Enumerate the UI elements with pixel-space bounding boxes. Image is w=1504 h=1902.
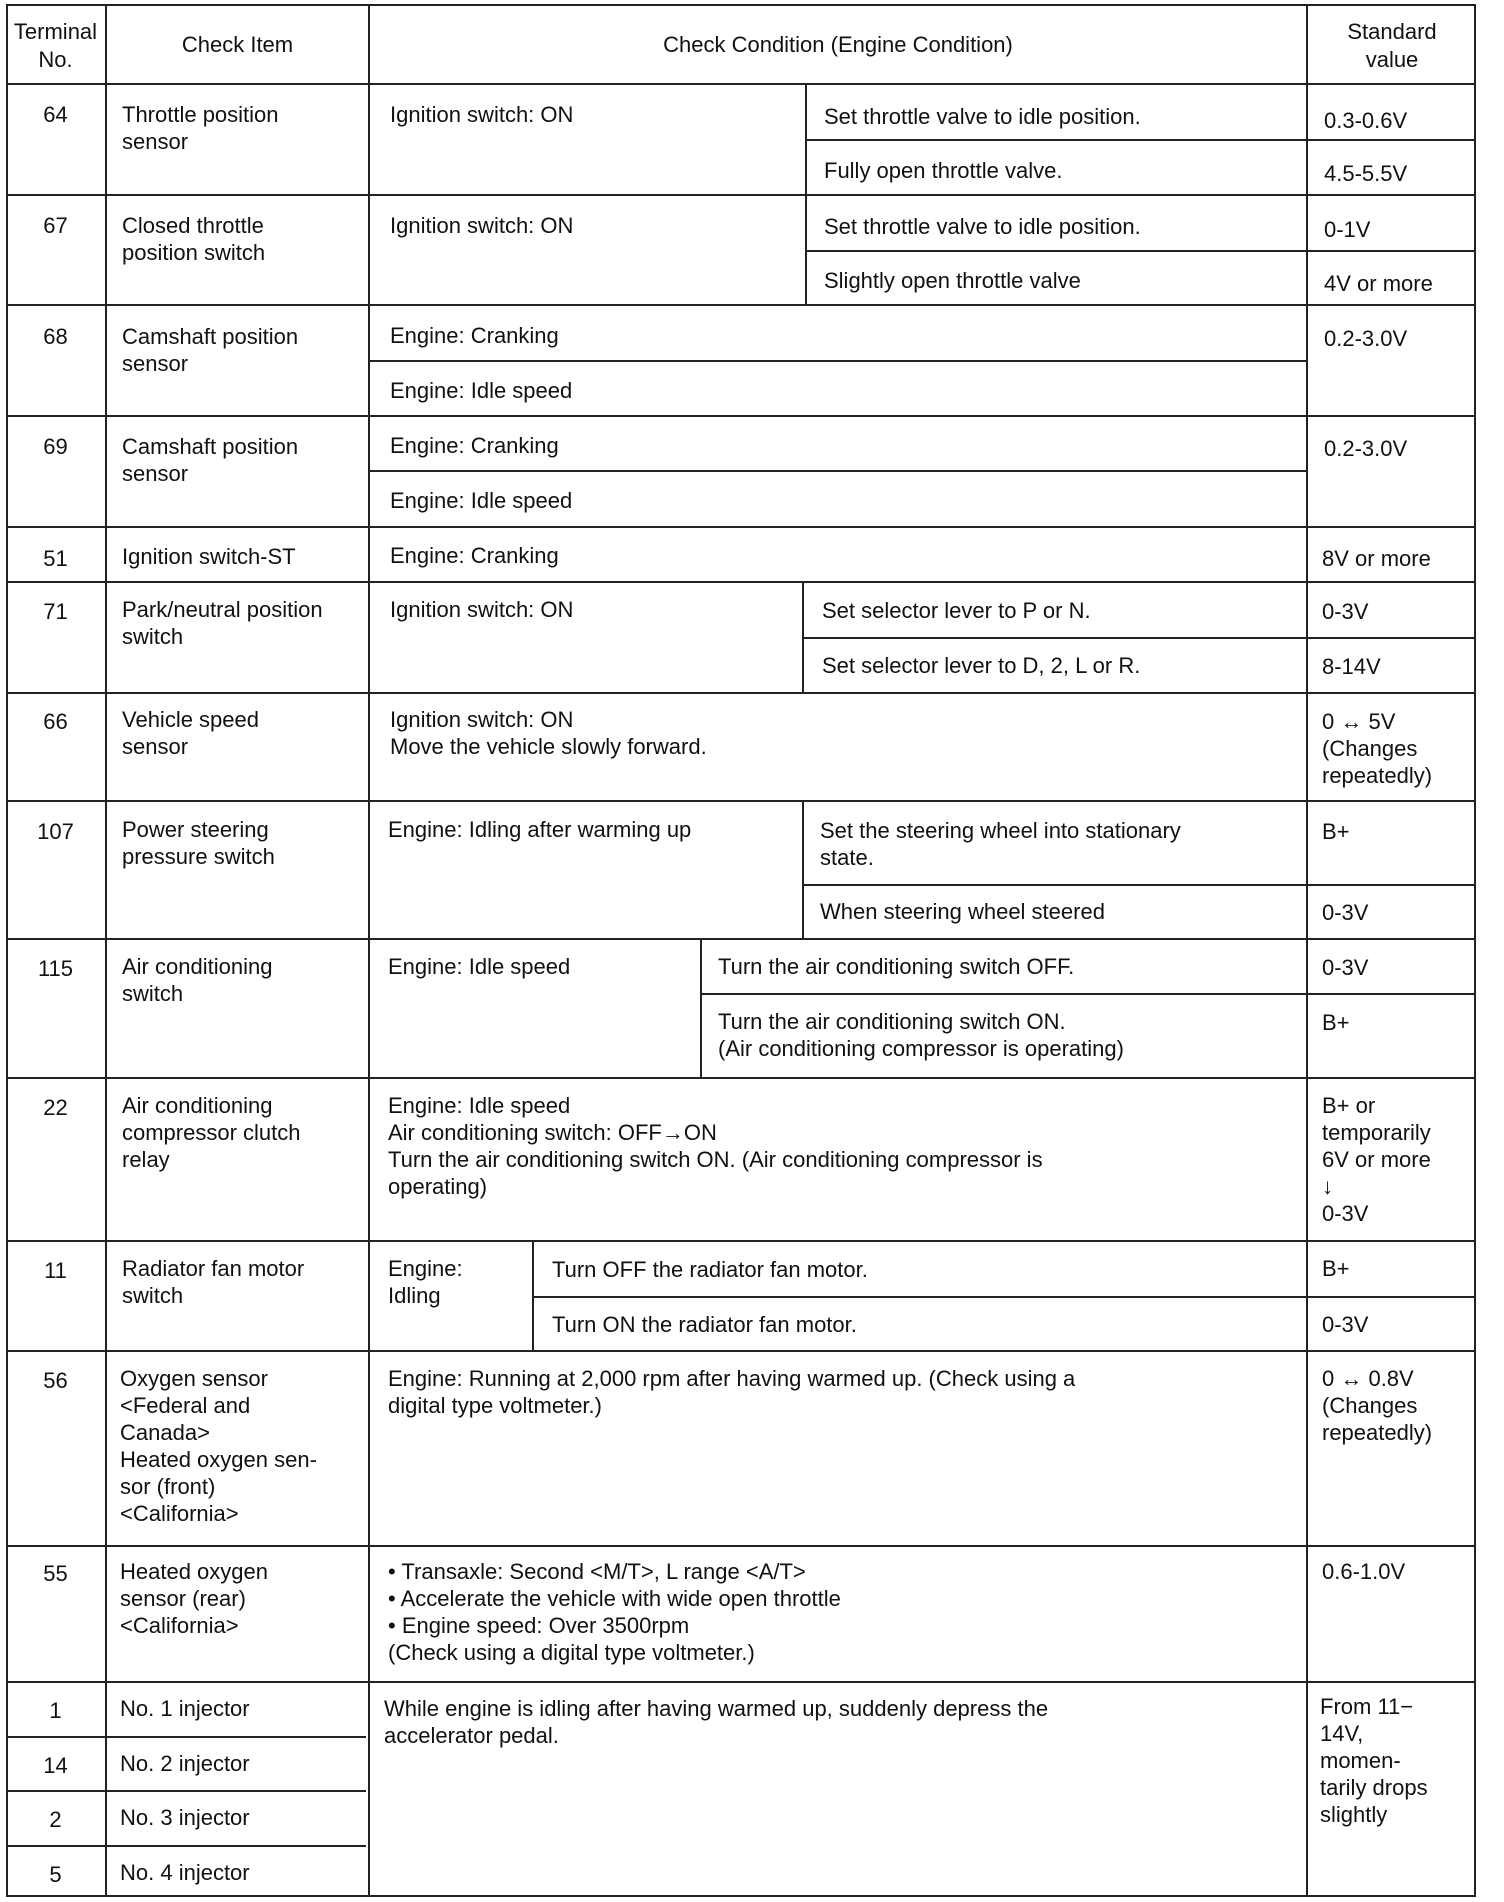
terminal-no: 2: [49, 1807, 62, 1832]
divider: [802, 637, 1476, 639]
divider: [6, 581, 1476, 583]
check-item: Camshaft position sensor: [122, 324, 299, 376]
check-condition: Turn OFF the radiator fan motor.: [552, 1257, 868, 1282]
terminal-no: 5: [49, 1862, 62, 1887]
standard-value: 0-3V: [1322, 900, 1369, 925]
check-condition: Ignition switch: ON: [390, 597, 574, 622]
check-item: Ignition switch-ST: [122, 544, 296, 569]
check-condition: Engine: Idle speed Air conditioning switch: OFF→ON Turn the air conditioning switch ON. (Air conditioning compressor is operating): [388, 1093, 1043, 1199]
terminal-no: 14: [43, 1753, 68, 1778]
standard-value: 4V or more: [1324, 271, 1433, 296]
terminal-no: 1: [49, 1698, 62, 1723]
check-condition: When steering wheel steered: [820, 899, 1105, 924]
divider: [6, 1681, 1476, 1683]
check-condition: Slightly open throttle valve: [824, 268, 1081, 293]
check-condition: Engine: Idle speed: [388, 954, 571, 979]
divider: [802, 884, 1476, 886]
divider: [805, 139, 1476, 141]
check-condition: Set selector lever to D, 2, L or R.: [822, 653, 1141, 678]
divider: [6, 83, 1476, 85]
divider: [700, 938, 702, 1077]
check-condition: While engine is idling after having warmed up, suddenly depress the accelerator pedal.: [384, 1696, 1049, 1748]
check-item: No. 4 injector: [120, 1860, 250, 1885]
standard-value: 0.6-1.0V: [1322, 1559, 1406, 1584]
standard-value: B+: [1322, 1010, 1350, 1035]
standard-value: 4.5-5.5V: [1324, 161, 1408, 186]
header-standard-value: Standard value: [1347, 19, 1437, 72]
check-condition: Turn the air conditioning switch OFF.: [718, 954, 1075, 979]
terminal-no: 22: [43, 1095, 68, 1120]
check-condition: Engine: Cranking: [390, 543, 559, 568]
divider: [700, 993, 1476, 995]
divider: [6, 1545, 1476, 1547]
check-item: Camshaft position sensor: [122, 434, 299, 486]
terminal-no: 56: [43, 1368, 68, 1393]
terminal-no: 11: [44, 1258, 67, 1283]
check-item: Closed throttle position switch: [122, 213, 266, 265]
standard-value: 0-3V: [1322, 1312, 1369, 1337]
check-condition: Engine: Cranking: [390, 323, 559, 348]
terminal-no: 107: [37, 819, 74, 844]
check-condition: Engine: Cranking: [390, 433, 559, 458]
divider: [532, 1296, 1476, 1298]
standard-value: 0-3V: [1322, 599, 1369, 624]
standard-value: 0.2-3.0V: [1324, 436, 1408, 461]
check-condition: Engine: Idling after warming up: [388, 817, 692, 842]
check-condition: • Transaxle: Second <M/T>, L range <A/T> • Accelerate the vehicle with wide open throttle • Engine speed: Over 3500rpm (Check using a digital type voltmeter.): [388, 1559, 841, 1665]
header-check-item: Check Item: [181, 32, 294, 57]
divider: [6, 1790, 366, 1792]
check-item: Air conditioning switch: [122, 954, 273, 1006]
divider: [6, 938, 1476, 940]
divider: [6, 526, 1476, 528]
divider: [6, 1350, 1476, 1352]
header-check-condition: Check Condition (Engine Condition): [663, 32, 1013, 57]
divider: [6, 800, 1476, 802]
check-condition: Ignition switch: ON: [390, 102, 574, 127]
divider: [6, 1077, 1476, 1079]
divider: [368, 4, 370, 1895]
divider: [6, 1845, 366, 1847]
divider: [532, 1240, 534, 1350]
standard-value: B+: [1322, 819, 1350, 844]
standard-value: 0-3V: [1322, 955, 1369, 980]
divider: [6, 692, 1476, 694]
check-item: Throttle position sensor: [122, 102, 279, 154]
check-item: Vehicle speed sensor: [122, 707, 259, 759]
terminal-no: 64: [43, 102, 68, 127]
check-item: Power steering pressure switch: [122, 817, 275, 869]
terminal-no: 66: [43, 709, 68, 734]
divider: [370, 470, 1306, 472]
check-condition: Ignition switch: ON: [390, 213, 574, 238]
check-condition: Turn ON the radiator fan motor.: [552, 1312, 857, 1337]
check-condition: Set the steering wheel into stationary state.: [820, 818, 1181, 870]
standard-value: B+: [1322, 1256, 1350, 1281]
check-item: Oxygen sensor <Federal and Canada> Heated oxygen sen- sor (front) <California>: [120, 1366, 317, 1526]
standard-value: 0.3-0.6V: [1324, 108, 1408, 133]
terminal-no: 51: [43, 546, 68, 571]
standard-value: 0.2-3.0V: [1324, 326, 1408, 351]
check-item: Park/neutral position switch: [122, 597, 323, 649]
check-condition: Ignition switch: ON Move the vehicle slowly forward.: [390, 707, 707, 759]
check-condition: Engine: Idling: [388, 1256, 463, 1308]
check-condition: Engine: Idle speed: [390, 488, 573, 513]
divider: [802, 800, 804, 938]
terminal-no: 69: [43, 434, 68, 459]
divider: [6, 194, 1476, 196]
standard-value: 0 ↔ 0.8V (Changes repeatedly): [1322, 1366, 1433, 1445]
terminal-no: 68: [43, 324, 68, 349]
divider: [6, 1240, 1476, 1242]
check-condition: Engine: Idle speed: [390, 378, 573, 403]
terminal-no: 67: [43, 213, 68, 238]
divider: [802, 581, 804, 692]
check-item: No. 2 injector: [120, 1751, 250, 1776]
divider: [805, 250, 1476, 252]
check-condition: Fully open throttle valve.: [824, 158, 1063, 183]
check-condition: Set selector lever to P or N.: [822, 598, 1091, 623]
divider: [105, 4, 107, 1895]
check-item: Air conditioning compressor clutch relay: [122, 1093, 301, 1172]
header-terminal-no: Terminal No.: [13, 19, 98, 72]
check-item: No. 1 injector: [120, 1696, 250, 1721]
divider: [805, 83, 807, 304]
standard-value: 8-14V: [1322, 654, 1381, 679]
check-condition: Engine: Running at 2,000 rpm after having warmed up. (Check using a digital type voltmeter.): [388, 1366, 1076, 1418]
check-item: Radiator fan motor switch: [122, 1256, 305, 1308]
divider: [6, 304, 1476, 306]
standard-value: 0-1V: [1324, 217, 1371, 242]
divider: [6, 415, 1476, 417]
check-condition: Set throttle valve to idle position.: [824, 214, 1141, 239]
standard-value: 0 ↔ 5V (Changes repeatedly): [1322, 709, 1433, 788]
terminal-no: 115: [37, 956, 74, 981]
divider: [370, 360, 1306, 362]
terminal-no: 55: [43, 1561, 68, 1586]
divider: [6, 1736, 366, 1738]
standard-value: From 11− 14V, momen- tarily drops slightly: [1320, 1694, 1428, 1827]
standard-value: 8V or more: [1322, 546, 1431, 571]
check-condition: Turn the air conditioning switch ON. (Air conditioning compressor is operating): [718, 1009, 1124, 1061]
check-item: No. 3 injector: [120, 1805, 250, 1830]
terminal-no: 71: [43, 599, 68, 624]
divider: [1306, 4, 1308, 1895]
check-item: Heated oxygen sensor (rear) <California>: [120, 1559, 268, 1638]
check-condition: Set throttle valve to idle position.: [824, 104, 1141, 129]
standard-value: B+ or temporarily 6V or more ↓ 0-3V: [1322, 1093, 1431, 1226]
